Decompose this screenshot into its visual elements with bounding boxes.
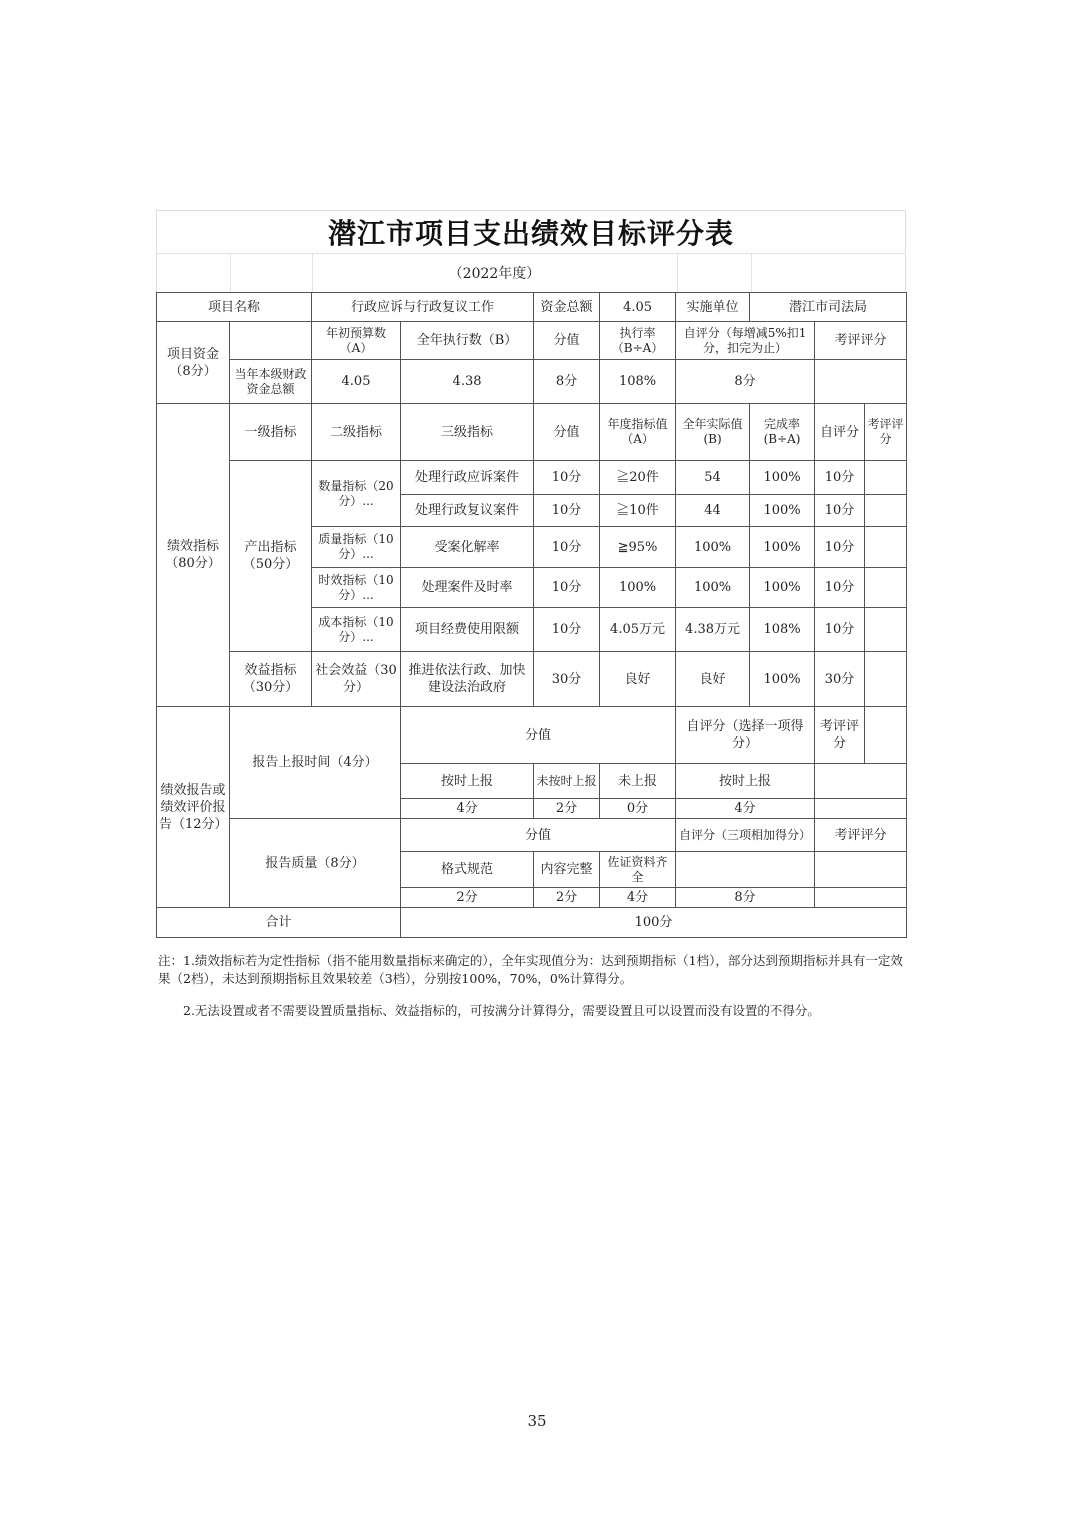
- value-not-reported: 0分: [600, 799, 676, 819]
- grid-line: [677, 254, 678, 292]
- total-row: [157, 908, 907, 938]
- indicator-target: ≧95%: [600, 527, 676, 568]
- indicator-target: 良好: [600, 652, 676, 707]
- fund-total: 4.05: [600, 293, 676, 322]
- note-2: 2.无法设置或者不需要设置质量指标、效益指标的，可按满分计算得分，需要设置且可以设置而没有设置的不得分。: [183, 1003, 820, 1018]
- report-eval-label-2: 考评评分: [815, 819, 907, 852]
- grid-line: [751, 254, 752, 292]
- header-score: 分值: [534, 404, 600, 461]
- header-rate: 完成率(B÷A): [750, 404, 815, 461]
- indicator-rate: 100%: [750, 495, 815, 527]
- indicator-header-row: [157, 404, 907, 461]
- grid-line: [230, 254, 231, 292]
- score-table: [156, 292, 907, 938]
- option-evidence: 佐证资料齐全: [600, 852, 676, 888]
- indicator-eval: [865, 461, 907, 495]
- rate-value: 108%: [600, 360, 676, 404]
- empty-cell: [676, 852, 815, 888]
- col-self-score: 自评分（每增减5%扣1分，扣完为止）: [676, 322, 815, 360]
- indicator-actual: 54: [676, 461, 750, 495]
- indicators-label: 绩效指标（80分）: [157, 404, 230, 707]
- header-level2: 二级指标: [312, 404, 401, 461]
- table-row: [157, 461, 907, 495]
- empty-cell: [815, 764, 907, 799]
- unit-name: 潜江市司法局: [750, 293, 907, 322]
- value-format: 2分: [401, 888, 534, 908]
- fiscal-year: （2022年度）: [448, 266, 541, 282]
- header-self: 自评分: [815, 404, 865, 461]
- funds-label: 项目资金（8分）: [157, 322, 230, 404]
- sheet-title: 潜江市项目支出绩效目标评分表: [156, 210, 906, 253]
- col-rate: 执行率（B÷A）: [600, 322, 676, 360]
- indicator-score: 10分: [534, 461, 600, 495]
- indicator-name: 受案化解率: [401, 527, 534, 568]
- note-1: 注：1.绩效指标若为定性指标（指不能用数量指标来确定的），全年实现值分为：达到预期指标（1档），部分达到预期指标并具有一定效果（2档），未达到预期指标且效果较差（3档），分别按100%，70%，0%计算得分。: [158, 953, 903, 986]
- col-score: 分值: [534, 322, 600, 360]
- indicator-name: 项目经费使用限额: [401, 608, 534, 652]
- funds-header-row: [157, 322, 907, 360]
- col-exec: 全年执行数（B）: [401, 322, 534, 360]
- indicator-rate: 108%: [750, 608, 815, 652]
- self-value-quality: 8分: [676, 888, 815, 908]
- indicator-eval: [865, 608, 907, 652]
- indicator-rate: 100%: [750, 461, 815, 495]
- table-row: [157, 652, 907, 707]
- score-sheet: [156, 210, 906, 1020]
- empty-cell: [230, 322, 312, 360]
- indicator-rate: 100%: [750, 652, 815, 707]
- indicator-eval: [865, 652, 907, 707]
- report-eval-label: 考评评分: [815, 707, 865, 764]
- indicator-eval: [865, 568, 907, 608]
- indicator-self: 10分: [815, 495, 865, 527]
- output-label: 产出指标（50分）: [230, 461, 312, 652]
- indicator-eval: [865, 495, 907, 527]
- empty-cell: [815, 799, 907, 819]
- group-timeliness: 时效指标（10分）...: [312, 568, 401, 608]
- funds-row-label: 当年本级财政资金总额: [230, 360, 312, 404]
- indicator-rate: 100%: [750, 527, 815, 568]
- indicator-target: ≧20件: [600, 461, 676, 495]
- self-score-value: 8分: [676, 360, 815, 404]
- group-cost: 成本指标（10分）...: [312, 608, 401, 652]
- indicator-self: 10分: [815, 568, 865, 608]
- report-self-label-2: 自评分（三项相加得分）: [676, 819, 815, 852]
- value-late: 2分: [534, 799, 600, 819]
- indicator-self: 30分: [815, 652, 865, 707]
- self-choice: 按时上报: [676, 764, 815, 799]
- indicator-score: 10分: [534, 568, 600, 608]
- empty-cell: [815, 888, 907, 908]
- report-time-header-row: [157, 707, 907, 764]
- indicator-name: 处理行政应诉案件: [401, 461, 534, 495]
- total-label: 合计: [157, 908, 401, 938]
- value-content: 2分: [534, 888, 600, 908]
- header-level3: 三级指标: [401, 404, 534, 461]
- total-value: 100分: [401, 908, 907, 938]
- indicator-actual: 100%: [676, 527, 750, 568]
- project-name: 行政应诉与行政复议工作: [312, 293, 534, 322]
- exec-value: 4.38: [401, 360, 534, 404]
- indicator-actual: 100%: [676, 568, 750, 608]
- unit-label: 实施单位: [676, 293, 750, 322]
- empty-cell: [815, 852, 907, 888]
- indicator-self: 10分: [815, 527, 865, 568]
- value-evidence: 4分: [600, 888, 676, 908]
- col-budget: 年初预算数（A）: [312, 322, 401, 360]
- indicator-score: 10分: [534, 608, 600, 652]
- indicator-rate: 100%: [750, 568, 815, 608]
- indicator-actual: 4.38万元: [676, 608, 750, 652]
- indicator-target: 100%: [600, 568, 676, 608]
- group-social: 社会效益（30分）: [312, 652, 401, 707]
- empty-cell: [865, 707, 907, 764]
- indicator-name: 处理行政复议案件: [401, 495, 534, 527]
- header-level1: 一级指标: [230, 404, 312, 461]
- report-label: 绩效报告或绩效评价报告（12分）: [157, 707, 230, 908]
- report-quality-label: 报告质量（8分）: [230, 819, 401, 908]
- report-time-label: 报告上报时间（4分）: [230, 707, 401, 819]
- report-quality-header-row: [157, 819, 907, 852]
- indicator-actual: 良好: [676, 652, 750, 707]
- budget-value: 4.05: [312, 360, 401, 404]
- option-not-reported: 未上报: [600, 764, 676, 799]
- indicator-target: 4.05万元: [600, 608, 676, 652]
- col-eval-score: 考评评分: [815, 322, 907, 360]
- value-on-time: 4分: [401, 799, 534, 819]
- score-value: 8分: [534, 360, 600, 404]
- report-score-label: 分值: [401, 707, 676, 764]
- project-info-row: [157, 293, 907, 322]
- report-self-label: 自评分（选择一项得分）: [676, 707, 815, 764]
- indicator-self: 10分: [815, 608, 865, 652]
- indicator-score: 10分: [534, 495, 600, 527]
- indicator-actual: 44: [676, 495, 750, 527]
- header-eval: 考评评分: [865, 404, 907, 461]
- page-number: 35: [527, 1412, 547, 1430]
- indicator-name: 推进依法行政、加快建设法治政府: [401, 652, 534, 707]
- report-score-label-2: 分值: [401, 819, 676, 852]
- group-quantity: 数量指标（20分）...: [312, 461, 401, 527]
- group-quality: 质量指标（10分）...: [312, 527, 401, 568]
- fund-total-label: 资金总额: [534, 293, 600, 322]
- year-row: [156, 253, 906, 292]
- option-content: 内容完整: [534, 852, 600, 888]
- header-actual: 全年实际值(B): [676, 404, 750, 461]
- indicator-score: 30分: [534, 652, 600, 707]
- option-on-time: 按时上报: [401, 764, 534, 799]
- benefit-label: 效益指标（30分）: [230, 652, 312, 707]
- funds-value-row: [157, 360, 907, 404]
- option-format: 格式规范: [401, 852, 534, 888]
- header-target: 年度指标值（A）: [600, 404, 676, 461]
- indicator-score: 10分: [534, 527, 600, 568]
- option-late: 未按时上报: [534, 764, 600, 799]
- indicator-name: 处理案件及时率: [401, 568, 534, 608]
- eval-score-value: [815, 360, 907, 404]
- indicator-target: ≧10件: [600, 495, 676, 527]
- project-name-label: 项目名称: [157, 293, 312, 322]
- indicator-self: 10分: [815, 461, 865, 495]
- self-value-time: 4分: [676, 799, 815, 819]
- indicator-eval: [865, 527, 907, 568]
